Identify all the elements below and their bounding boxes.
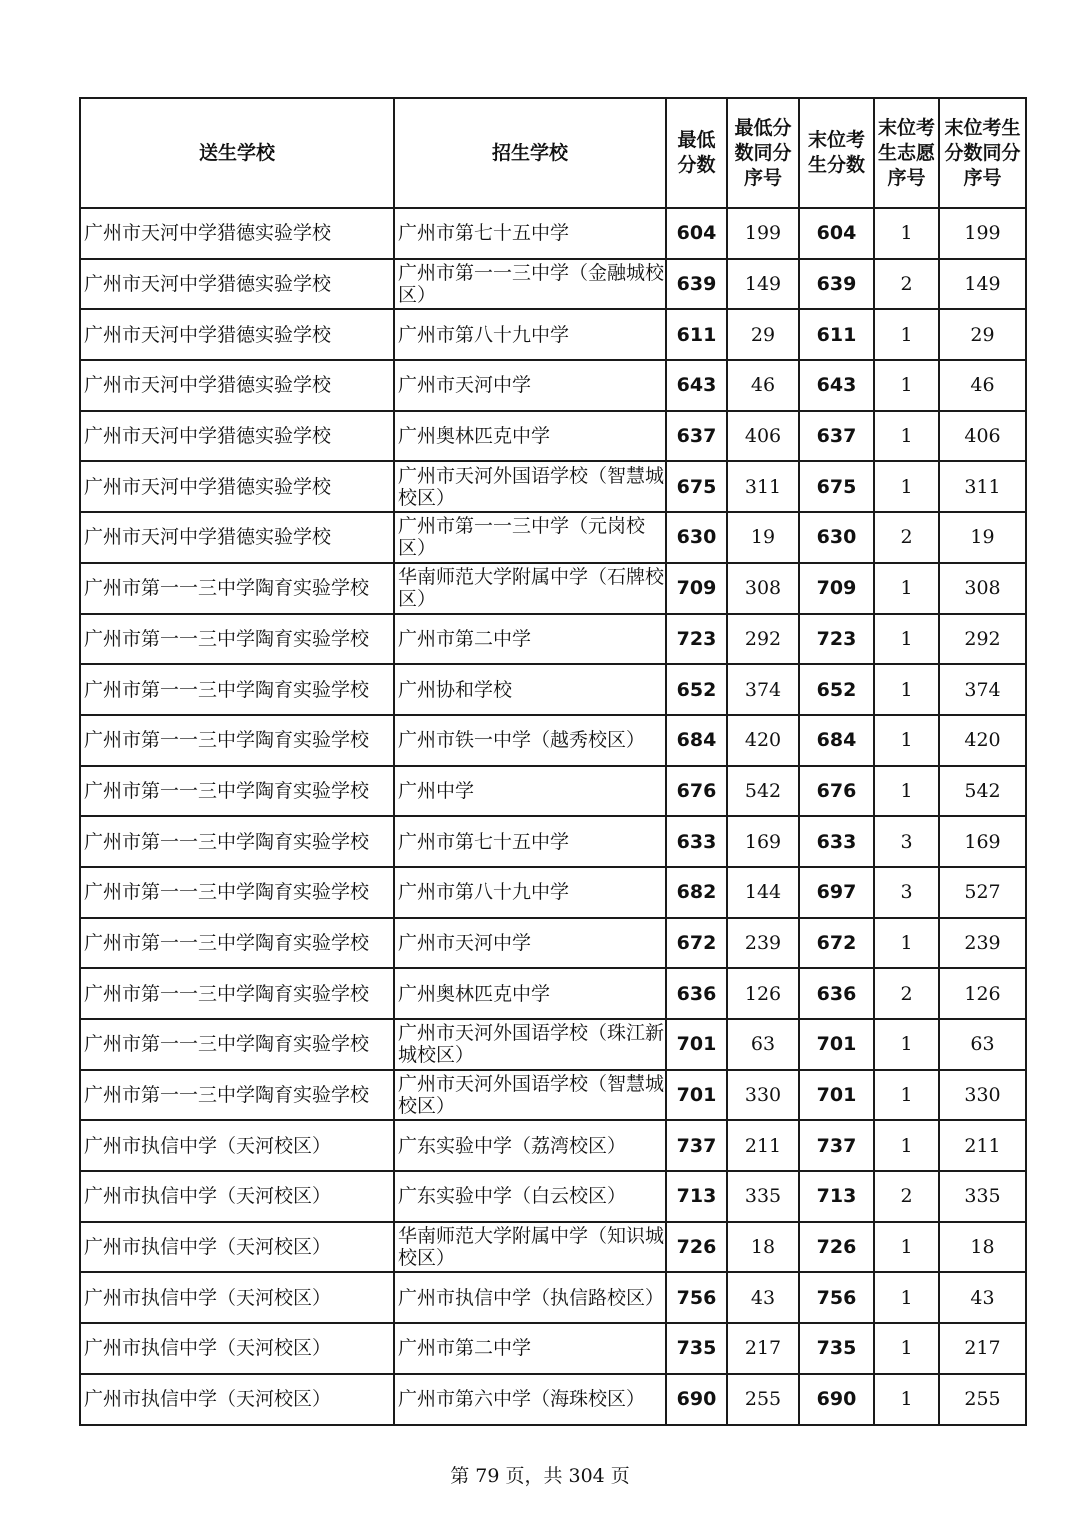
- last-tie-rank-cell: 63: [939, 1019, 1026, 1070]
- min-score-cell: 636: [666, 968, 727, 1019]
- admitting-school-cell: 广州市第一一三中学（元岗校区）: [394, 512, 666, 563]
- last-score-cell: 633: [799, 816, 874, 867]
- min-score-tie-rank-cell: 29: [727, 309, 799, 360]
- last-tie-rank-cell: 169: [939, 816, 1026, 867]
- last-score-cell: 709: [799, 563, 874, 614]
- admission-score-table: [79, 97, 1027, 1426]
- min-score-cell: 735: [666, 1323, 727, 1374]
- min-score-cell: 604: [666, 208, 727, 259]
- last-choice-rank-cell: 2: [874, 259, 939, 310]
- last-choice-rank-cell: 1: [874, 766, 939, 817]
- last-score-cell: 756: [799, 1272, 874, 1323]
- min-score-tie-rank-cell: 255: [727, 1374, 799, 1425]
- table-row: [80, 614, 1026, 665]
- sending-school-cell: 广州市天河中学猎德实验学校: [80, 411, 394, 462]
- last-choice-rank-cell: 1: [874, 208, 939, 259]
- sending-school-cell: 广州市第一一三中学陶育实验学校: [80, 1070, 394, 1121]
- sending-school-cell: 广州市执信中学（天河校区）: [80, 1171, 394, 1222]
- admitting-school-cell: 广州奥林匹克中学: [394, 968, 666, 1019]
- admitting-school-cell: 广州市天河外国语学校（智慧城校区）: [394, 1070, 666, 1121]
- sending-school-cell: 广州市执信中学（天河校区）: [80, 1272, 394, 1323]
- last-tie-rank-cell: 29: [939, 309, 1026, 360]
- header-min-score: 最低分数: [666, 98, 727, 208]
- admitting-school-cell: 广州市铁一中学（越秀校区）: [394, 715, 666, 766]
- last-choice-rank-cell: 1: [874, 563, 939, 614]
- last-score-cell: 690: [799, 1374, 874, 1425]
- last-tie-rank-cell: 374: [939, 664, 1026, 715]
- table-row: [80, 360, 1026, 411]
- header-last-student-choice-rank: 末位考生志愿序号: [874, 98, 939, 208]
- sending-school-cell: 广州市执信中学（天河校区）: [80, 1222, 394, 1273]
- admitting-school-cell: 广州市执信中学（执信路校区）: [394, 1272, 666, 1323]
- min-score-tie-rank-cell: 19: [727, 512, 799, 563]
- min-score-tie-rank-cell: 149: [727, 259, 799, 310]
- last-score-cell: 726: [799, 1222, 874, 1273]
- admitting-school-cell: 广州市第八十九中学: [394, 867, 666, 918]
- min-score-tie-rank-cell: 292: [727, 614, 799, 665]
- min-score-cell: 639: [666, 259, 727, 310]
- last-choice-rank-cell: 2: [874, 512, 939, 563]
- last-tie-rank-cell: 292: [939, 614, 1026, 665]
- last-choice-rank-cell: 1: [874, 461, 939, 512]
- sending-school-cell: 广州市天河中学猎德实验学校: [80, 512, 394, 563]
- table-row: [80, 208, 1026, 259]
- last-tie-rank-cell: 217: [939, 1323, 1026, 1374]
- sending-school-cell: 广州市天河中学猎德实验学校: [80, 208, 394, 259]
- last-score-cell: 604: [799, 208, 874, 259]
- last-score-cell: 630: [799, 512, 874, 563]
- sending-school-cell: 广州市天河中学猎德实验学校: [80, 309, 394, 360]
- sending-school-cell: 广州市天河中学猎德实验学校: [80, 360, 394, 411]
- last-choice-rank-cell: 1: [874, 715, 939, 766]
- last-tie-rank-cell: 43: [939, 1272, 1026, 1323]
- header-last-student-score: 末位考生分数: [799, 98, 874, 208]
- min-score-tie-rank-cell: 169: [727, 816, 799, 867]
- last-choice-rank-cell: 1: [874, 360, 939, 411]
- last-choice-rank-cell: 2: [874, 1171, 939, 1222]
- table-row: [80, 1171, 1026, 1222]
- admitting-school-cell: 广东实验中学（荔湾校区）: [394, 1120, 666, 1171]
- table-row: [80, 1323, 1026, 1374]
- sending-school-cell: 广州市执信中学（天河校区）: [80, 1323, 394, 1374]
- admitting-school-cell: 广州市第二中学: [394, 614, 666, 665]
- last-score-cell: 701: [799, 1019, 874, 1070]
- last-tie-rank-cell: 239: [939, 918, 1026, 969]
- sending-school-cell: 广州市第一一三中学陶育实验学校: [80, 816, 394, 867]
- min-score-tie-rank-cell: 46: [727, 360, 799, 411]
- table-row: [80, 1374, 1026, 1425]
- min-score-cell: 652: [666, 664, 727, 715]
- admitting-school-cell: 广州市天河中学: [394, 360, 666, 411]
- last-choice-rank-cell: 1: [874, 1070, 939, 1121]
- sending-school-cell: 广州市天河中学猎德实验学校: [80, 461, 394, 512]
- last-choice-rank-cell: 1: [874, 918, 939, 969]
- last-tie-rank-cell: 211: [939, 1120, 1026, 1171]
- sending-school-cell: 广州市第一一三中学陶育实验学校: [80, 563, 394, 614]
- last-score-cell: 701: [799, 1070, 874, 1121]
- sending-school-cell: 广州市第一一三中学陶育实验学校: [80, 867, 394, 918]
- sending-school-cell: 广州市第一一三中学陶育实验学校: [80, 968, 394, 1019]
- table-row: [80, 867, 1026, 918]
- min-score-tie-rank-cell: 406: [727, 411, 799, 462]
- last-tie-rank-cell: 527: [939, 867, 1026, 918]
- last-choice-rank-cell: 1: [874, 1323, 939, 1374]
- min-score-cell: 690: [666, 1374, 727, 1425]
- sending-school-cell: 广州市第一一三中学陶育实验学校: [80, 766, 394, 817]
- header-min-score-tie-rank: 最低分数同分序号: [727, 98, 799, 208]
- min-score-tie-rank-cell: 374: [727, 664, 799, 715]
- last-tie-rank-cell: 149: [939, 259, 1026, 310]
- table-row: [80, 1070, 1026, 1121]
- last-score-cell: 737: [799, 1120, 874, 1171]
- min-score-cell: 630: [666, 512, 727, 563]
- table-row: [80, 968, 1026, 1019]
- table-row: [80, 1272, 1026, 1323]
- min-score-cell: 756: [666, 1272, 727, 1323]
- last-score-cell: 643: [799, 360, 874, 411]
- admitting-school-cell: 广州协和学校: [394, 664, 666, 715]
- admitting-school-cell: 广州市第六中学（海珠校区）: [394, 1374, 666, 1425]
- min-score-tie-rank-cell: 144: [727, 867, 799, 918]
- min-score-cell: 713: [666, 1171, 727, 1222]
- admitting-school-cell: 华南师范大学附属中学（石牌校区）: [394, 563, 666, 614]
- last-score-cell: 672: [799, 918, 874, 969]
- table-row: [80, 411, 1026, 462]
- table-row: [80, 918, 1026, 969]
- last-tie-rank-cell: 18: [939, 1222, 1026, 1273]
- last-choice-rank-cell: 1: [874, 1120, 939, 1171]
- min-score-cell: 633: [666, 816, 727, 867]
- sending-school-cell: 广州市执信中学（天河校区）: [80, 1374, 394, 1425]
- last-choice-rank-cell: 1: [874, 664, 939, 715]
- admitting-school-cell: 广东实验中学（白云校区）: [394, 1171, 666, 1222]
- min-score-tie-rank-cell: 18: [727, 1222, 799, 1273]
- page-number-footer: 第 79 页，共 304 页: [450, 1465, 630, 1487]
- last-tie-rank-cell: 420: [939, 715, 1026, 766]
- min-score-cell: 611: [666, 309, 727, 360]
- last-choice-rank-cell: 1: [874, 1374, 939, 1425]
- sending-school-cell: 广州市天河中学猎德实验学校: [80, 259, 394, 310]
- min-score-cell: 701: [666, 1070, 727, 1121]
- min-score-tie-rank-cell: 542: [727, 766, 799, 817]
- last-choice-rank-cell: 1: [874, 411, 939, 462]
- admitting-school-cell: 广州奥林匹克中学: [394, 411, 666, 462]
- table-row: [80, 816, 1026, 867]
- last-score-cell: 639: [799, 259, 874, 310]
- last-tie-rank-cell: 19: [939, 512, 1026, 563]
- last-score-cell: 684: [799, 715, 874, 766]
- min-score-cell: 723: [666, 614, 727, 665]
- table-row: [80, 309, 1026, 360]
- min-score-cell: 682: [666, 867, 727, 918]
- min-score-cell: 701: [666, 1019, 727, 1070]
- min-score-cell: 737: [666, 1120, 727, 1171]
- table-row: [80, 715, 1026, 766]
- header-last-student-tie-rank: 末位考生分数同分序号: [939, 98, 1026, 208]
- sending-school-cell: 广州市第一一三中学陶育实验学校: [80, 1019, 394, 1070]
- last-tie-rank-cell: 199: [939, 208, 1026, 259]
- min-score-cell: 643: [666, 360, 727, 411]
- table-row: [80, 766, 1026, 817]
- admitting-school-cell: 广州市第七十五中学: [394, 816, 666, 867]
- last-tie-rank-cell: 542: [939, 766, 1026, 817]
- last-choice-rank-cell: 1: [874, 614, 939, 665]
- min-score-cell: 726: [666, 1222, 727, 1273]
- admitting-school-cell: 广州中学: [394, 766, 666, 817]
- sending-school-cell: 广州市第一一三中学陶育实验学校: [80, 614, 394, 665]
- table-row: [80, 563, 1026, 614]
- last-tie-rank-cell: 406: [939, 411, 1026, 462]
- last-tie-rank-cell: 46: [939, 360, 1026, 411]
- table-body: [80, 208, 1026, 1425]
- last-tie-rank-cell: 255: [939, 1374, 1026, 1425]
- min-score-tie-rank-cell: 199: [727, 208, 799, 259]
- last-score-cell: 611: [799, 309, 874, 360]
- last-score-cell: 676: [799, 766, 874, 817]
- table-row: [80, 1120, 1026, 1171]
- min-score-cell: 709: [666, 563, 727, 614]
- admitting-school-cell: 广州市第一一三中学（金融城校区）: [394, 259, 666, 310]
- sending-school-cell: 广州市执信中学（天河校区）: [80, 1120, 394, 1171]
- min-score-cell: 637: [666, 411, 727, 462]
- min-score-tie-rank-cell: 63: [727, 1019, 799, 1070]
- header-sending-school: 送生学校: [80, 98, 394, 208]
- min-score-tie-rank-cell: 330: [727, 1070, 799, 1121]
- admitting-school-cell: 广州市第七十五中学: [394, 208, 666, 259]
- table-row: [80, 1222, 1026, 1273]
- last-tie-rank-cell: 335: [939, 1171, 1026, 1222]
- min-score-tie-rank-cell: 126: [727, 968, 799, 1019]
- last-choice-rank-cell: 1: [874, 309, 939, 360]
- last-score-cell: 636: [799, 968, 874, 1019]
- min-score-tie-rank-cell: 217: [727, 1323, 799, 1374]
- min-score-tie-rank-cell: 43: [727, 1272, 799, 1323]
- table-header-row: [80, 98, 1026, 208]
- min-score-cell: 675: [666, 461, 727, 512]
- last-choice-rank-cell: 1: [874, 1272, 939, 1323]
- last-tie-rank-cell: 126: [939, 968, 1026, 1019]
- last-score-cell: 652: [799, 664, 874, 715]
- last-choice-rank-cell: 3: [874, 816, 939, 867]
- min-score-cell: 684: [666, 715, 727, 766]
- admitting-school-cell: 广州市天河外国语学校（智慧城校区）: [394, 461, 666, 512]
- last-tie-rank-cell: 311: [939, 461, 1026, 512]
- admitting-school-cell: 广州市天河外国语学校（珠江新城校区）: [394, 1019, 666, 1070]
- min-score-tie-rank-cell: 335: [727, 1171, 799, 1222]
- last-choice-rank-cell: 1: [874, 1222, 939, 1273]
- last-score-cell: 713: [799, 1171, 874, 1222]
- table-row: [80, 1019, 1026, 1070]
- table-row: [80, 512, 1026, 563]
- min-score-tie-rank-cell: 420: [727, 715, 799, 766]
- last-score-cell: 675: [799, 461, 874, 512]
- min-score-tie-rank-cell: 308: [727, 563, 799, 614]
- last-choice-rank-cell: 2: [874, 968, 939, 1019]
- table-row: [80, 259, 1026, 310]
- last-score-cell: 637: [799, 411, 874, 462]
- last-choice-rank-cell: 1: [874, 1019, 939, 1070]
- last-score-cell: 697: [799, 867, 874, 918]
- admitting-school-cell: 华南师范大学附属中学（知识城校区）: [394, 1222, 666, 1273]
- last-score-cell: 735: [799, 1323, 874, 1374]
- admitting-school-cell: 广州市第八十九中学: [394, 309, 666, 360]
- sending-school-cell: 广州市第一一三中学陶育实验学校: [80, 715, 394, 766]
- admitting-school-cell: 广州市第二中学: [394, 1323, 666, 1374]
- min-score-tie-rank-cell: 311: [727, 461, 799, 512]
- last-choice-rank-cell: 3: [874, 867, 939, 918]
- last-tie-rank-cell: 330: [939, 1070, 1026, 1121]
- min-score-tie-rank-cell: 239: [727, 918, 799, 969]
- table-row: [80, 461, 1026, 512]
- sending-school-cell: 广州市第一一三中学陶育实验学校: [80, 664, 394, 715]
- min-score-cell: 672: [666, 918, 727, 969]
- last-tie-rank-cell: 308: [939, 563, 1026, 614]
- header-admitting-school: 招生学校: [394, 98, 666, 208]
- table-row: [80, 664, 1026, 715]
- min-score-cell: 676: [666, 766, 727, 817]
- admitting-school-cell: 广州市天河中学: [394, 918, 666, 969]
- last-score-cell: 723: [799, 614, 874, 665]
- min-score-tie-rank-cell: 211: [727, 1120, 799, 1171]
- sending-school-cell: 广州市第一一三中学陶育实验学校: [80, 918, 394, 969]
